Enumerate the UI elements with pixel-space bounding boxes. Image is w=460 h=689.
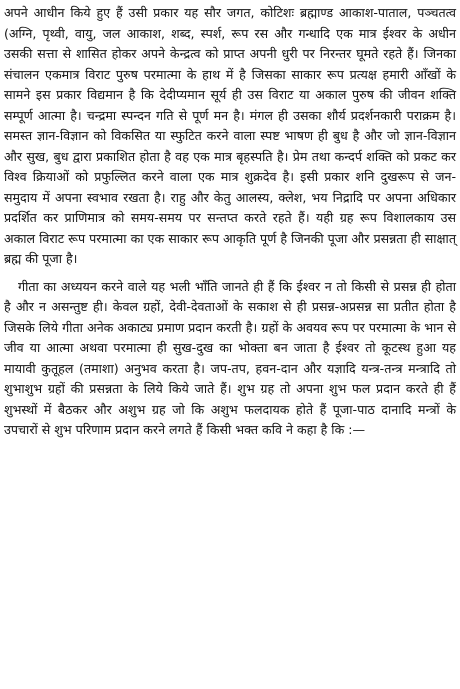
paragraph-gita-study: गीता का अध्ययन करने वाले यह भली भाँति जानते ही हैं कि ईश्वर न तो किसी से प्रसन्न ही होता है और न असन्तुष्ट ही। केवल ग्रहों, देवी-देवताओं के सकाश से ही प्रसन्न-अप्रसन्न सा प्रतीत होता है जिसके लिये गीता अनेक अकाट्य प्रमाण प्रदान करती है। ग्रहों के अवयव रूप पर परमात्मा के भान से जीव या आत्मा अथवा परमात्मा ही सुख-दुख का भोक्ता बन जाता है ईश्वर तो कूटस्थ हुआ यह मायावी कुतूहल (तमाशा) अनुभव करता है। जप-तप, हवन-दान और यज्ञादि यन्त्र-तन्त्र मन्त्रादि तो शुभाशुभ ग्रहों की प्रसन्नता के लिये किये जाते हैं। शुभ ग्रह तो अपना शुभ फल प्रदान करते ही हैं शुभस्थों में बैठकर और अशुभ ग्रह जो कि अशुभ फलदायक होते हैं पूजा-पाठ दानादि मन्त्रों के उपचारों से शुभ परिणाम प्रदान करने लगते हैं किसी भक्त कवि ने कहा है कि :— (4, 278, 456, 437)
paragraph-cosmic-order: अपने आधीन किये हुए हैं उसी प्रकार यह सौर जगत, कोटिशः ब्रह्माण्ड आकाश-पाताल, पञ्चतत्व (अग्नि, पृथ्वी, वायु, जल आकाश, शब्द, स्पर्श, रूप रस और गन्धादि एक मात्र ईश्वर के अधीन उसकी सत्ता से शासित होकर अपने केन्द्रत्व को प्राप्त अपनी धुरी पर निरन्तर घूमते रहते हैं। जिनका संचालन एकमात्र विराट पुरुष परमात्मा के हाथ में है जिसका साकार रूप प्रत्यक्ष हमारी आँखों के सामने इस प्रकार विद्यमान है कि देदीप्यमान सूर्य ही उस विराट या अकाल पुरुष की जीवन शक्ति सम्पूर्ण आत्मा है। चन्द्रमा स्पन्दन गति से पूर्ण मन है। मंगल ही उसका शौर्य प्रदर्शनकारी पराक्रम है। समस्त ज्ञान-विज्ञान को विकसित या स्फुटित करने वाला स्पष्ट भाषण ही बुध है और जो ज्ञान-विज्ञान और सुख, बुध द्वारा प्रकाशित होता है वह एक मात्र बृहस्पति है। प्रेम तथा कन्दर्प शक्ति को प्रकट कर विश्व क्रियाओं को प्रफुल्लित करने वाला एक मात्र शुक्रदेव है। इसी प्रकार शनि दुखरूप से जन-समुदाय में अपना स्वभाव रखता है। राहु और केतु आलस्य, क्लेश, भय निद्रादि पर अपना अधिकार प्रदर्शित कर प्राणिमात्र को समय-समय पर सन्तप्त करते रहते हैं। यही ग्रह रूप विशालकाय उस अकाल विराट रूप परमात्मा का एक साकार रूप आकृति पूर्ण है जिनकी पूजा और प्रसन्नता ही साक्षात् ब्रह्म की पूजा है। (4, 5, 456, 266)
